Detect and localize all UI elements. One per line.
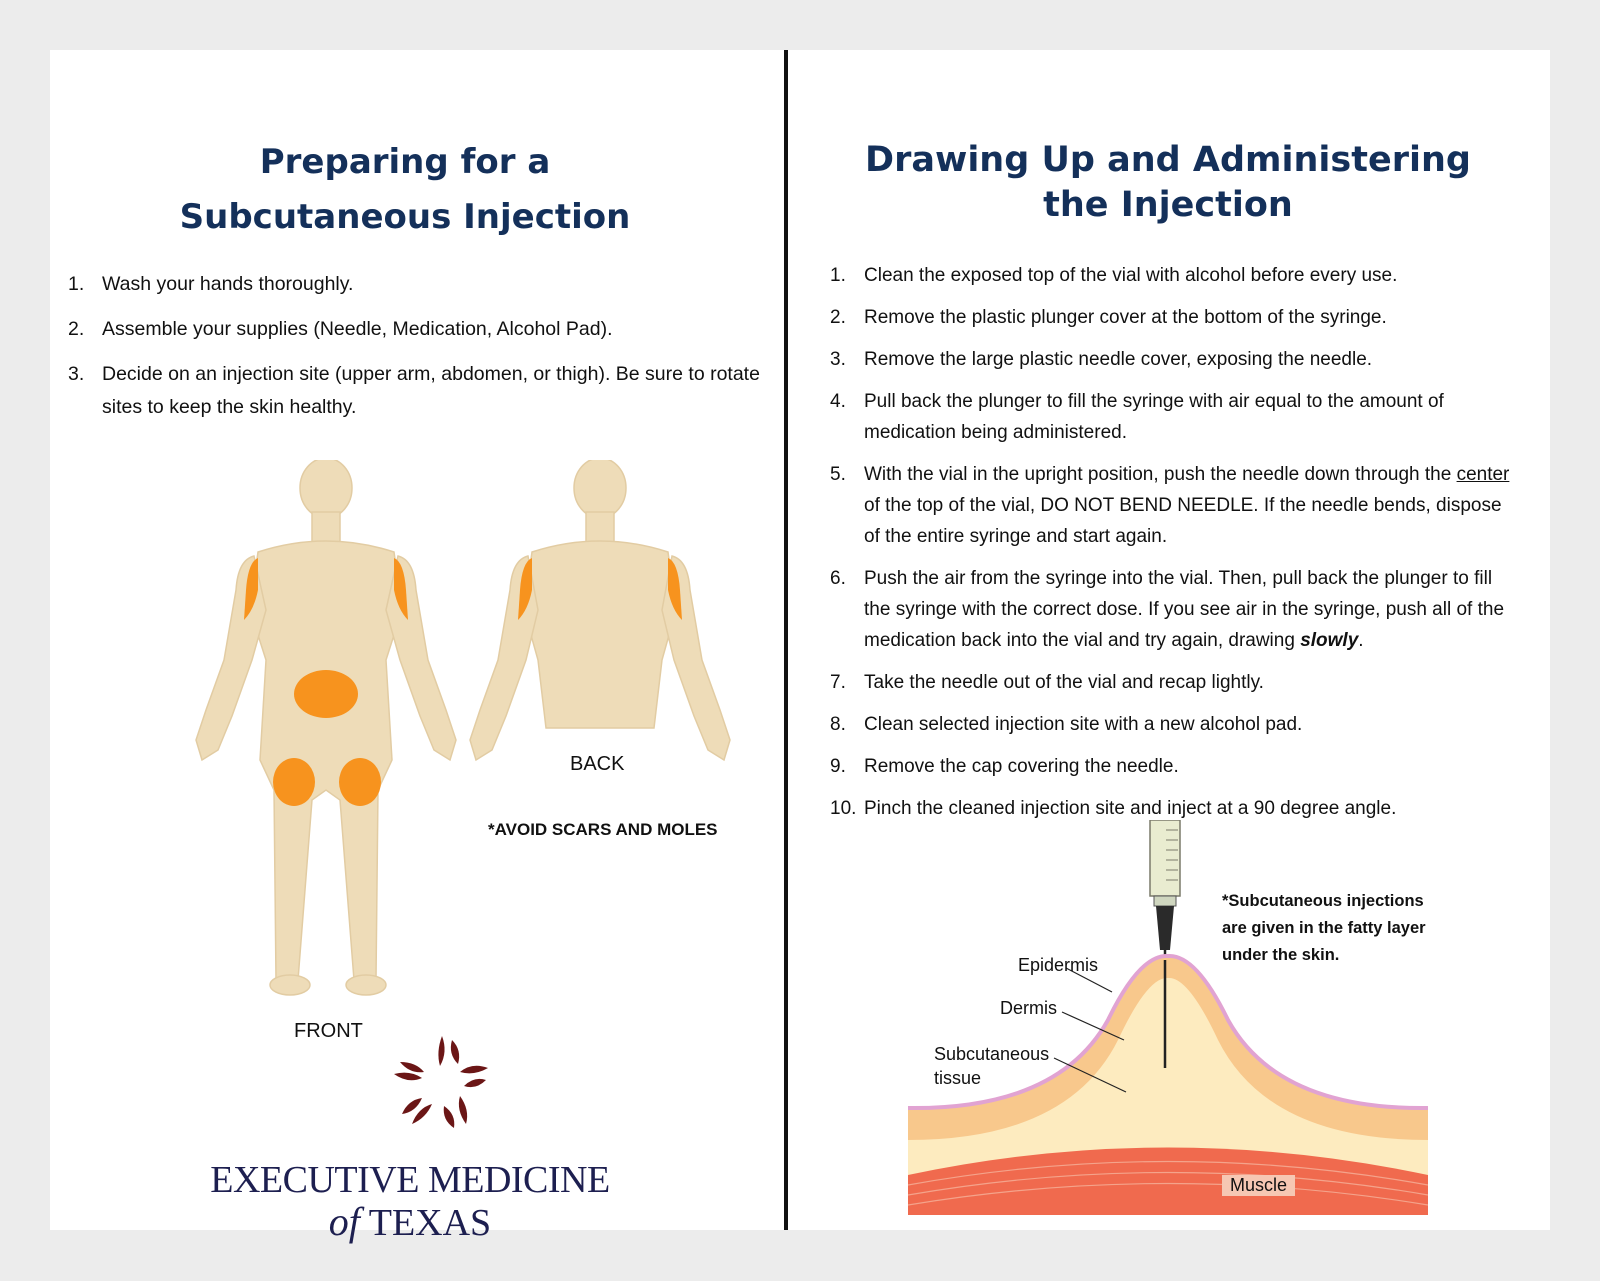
- step-text: Clean the exposed top of the vial with alcohol before every use.: [864, 265, 1398, 286]
- subcutaneous-label-line-1: Subcutaneous: [934, 1044, 1050, 1064]
- logo-star-icon: [390, 1032, 500, 1132]
- step-text: Decide on an injection site (upper arm, abdomen, or thigh). Be sure to rotate sites to keep the skin healthy.: [102, 363, 760, 418]
- prep-step-1: [68, 268, 768, 301]
- right-thigh-site: [339, 758, 381, 806]
- step-number: 1.: [830, 265, 846, 286]
- step-text: Remove the plastic plunger cover at the bottom of the syringe.: [864, 307, 1387, 328]
- step-number: 5.: [830, 464, 846, 485]
- step-text: .: [1358, 630, 1364, 651]
- front-body-figure: [196, 460, 456, 995]
- step-text: Pinch the cleaned injection site and inject at a 90 degree angle.: [864, 798, 1397, 819]
- skin-cross-section-diagram: [908, 820, 1428, 1230]
- admin-step-7: [830, 667, 1510, 698]
- step-text: Clean selected injection site with a new alcohol pad.: [864, 714, 1303, 735]
- admin-step-9: [830, 751, 1510, 782]
- epidermis-label: Epidermis: [1018, 955, 1099, 975]
- step-text: With the vial in the upright position, push the needle down through the: [864, 464, 1457, 485]
- step-number: 8.: [830, 714, 846, 735]
- left-title: [70, 135, 740, 245]
- right-title: [798, 138, 1538, 228]
- right-panel: [788, 50, 1550, 1230]
- step-number: 4.: [830, 391, 846, 412]
- administering-steps: [830, 260, 1510, 835]
- note-line-3: under the skin.: [1222, 946, 1340, 964]
- front-label: FRONT: [294, 1020, 363, 1042]
- admin-step-1: [830, 260, 1510, 291]
- injection-site-figures: [140, 460, 760, 1020]
- step-text: Remove the large plastic needle cover, exposing the needle.: [864, 349, 1373, 370]
- logo-text-texas: TEXAS: [368, 1202, 492, 1244]
- logo-text-of-texas: [180, 1198, 640, 1245]
- right-title-line-2: the Injection: [1043, 185, 1293, 225]
- admin-step-6: [830, 563, 1510, 656]
- step-text-emphasis: slowly: [1300, 630, 1359, 651]
- subcutaneous-note: [1222, 888, 1426, 969]
- step-number: 7.: [830, 672, 846, 693]
- skin-layers: [908, 956, 1428, 1215]
- avoid-scars-note: *AVOID SCARS AND MOLES: [488, 820, 718, 839]
- step-number: 2.: [830, 307, 846, 328]
- admin-step-2: [830, 302, 1510, 333]
- step-text: Pull back the plunger to fill the syringe with air equal to the amount of medication being administered.: [864, 391, 1444, 443]
- step-text: Wash your hands thoroughly.: [102, 273, 354, 295]
- admin-step-5: [830, 459, 1510, 552]
- preparation-steps: [68, 268, 768, 436]
- step-number: 10.: [830, 798, 857, 819]
- step-number: 6.: [830, 568, 846, 589]
- instruction-sheet: [50, 50, 1550, 1244]
- step-text: Remove the cap covering the needle.: [864, 756, 1179, 777]
- left-title-line-2: Subcutaneous Injection: [179, 197, 631, 237]
- left-thigh-site: [273, 758, 315, 806]
- step-number: 1.: [68, 273, 85, 295]
- note-line-2: are given in the fatty layer: [1222, 919, 1426, 937]
- note-line-1: *Subcutaneous injections: [1222, 892, 1424, 910]
- admin-step-3: [830, 344, 1510, 375]
- muscle-label: Muscle: [1222, 1175, 1295, 1196]
- step-text: of the top of the vial, DO NOT BEND NEEDLE. If the needle bends, dispose of the entire syringe and start again.: [864, 495, 1502, 547]
- step-number: 9.: [830, 756, 846, 777]
- right-title-line-1: Drawing Up and Administering: [865, 140, 1471, 180]
- admin-step-8: [830, 709, 1510, 740]
- prep-step-3: [68, 358, 768, 424]
- back-label: BACK: [570, 753, 625, 775]
- logo-text-executive-medicine: EXECUTIVE MEDICINE: [210, 1159, 610, 1201]
- step-text: Assemble your supplies (Needle, Medication, Alcohol Pad).: [102, 318, 613, 340]
- left-title-line-1: Preparing for a: [259, 142, 551, 182]
- subcutaneous-label-line-2: tissue: [934, 1068, 982, 1088]
- step-text-underlined: center: [1456, 464, 1510, 485]
- prep-step-2: [68, 313, 768, 346]
- admin-step-4: [830, 386, 1510, 448]
- step-text: Take the needle out of the vial and recap lightly.: [864, 672, 1264, 693]
- step-text: Push the air from the syringe into the vial. Then, pull back the plunger to fill the syringe with the correct dose. If you see air in the syringe, push all of the medication back into the vial and try again, drawing: [864, 568, 1505, 651]
- left-panel: [50, 50, 784, 1244]
- logo-text-of: of: [328, 1199, 360, 1244]
- back-body-figure: [470, 460, 730, 760]
- step-number: 3.: [68, 363, 85, 385]
- step-number: 2.: [68, 318, 85, 340]
- dermis-label: Dermis: [1000, 998, 1057, 1018]
- step-number: 3.: [830, 349, 846, 370]
- abdomen-site: [294, 670, 358, 718]
